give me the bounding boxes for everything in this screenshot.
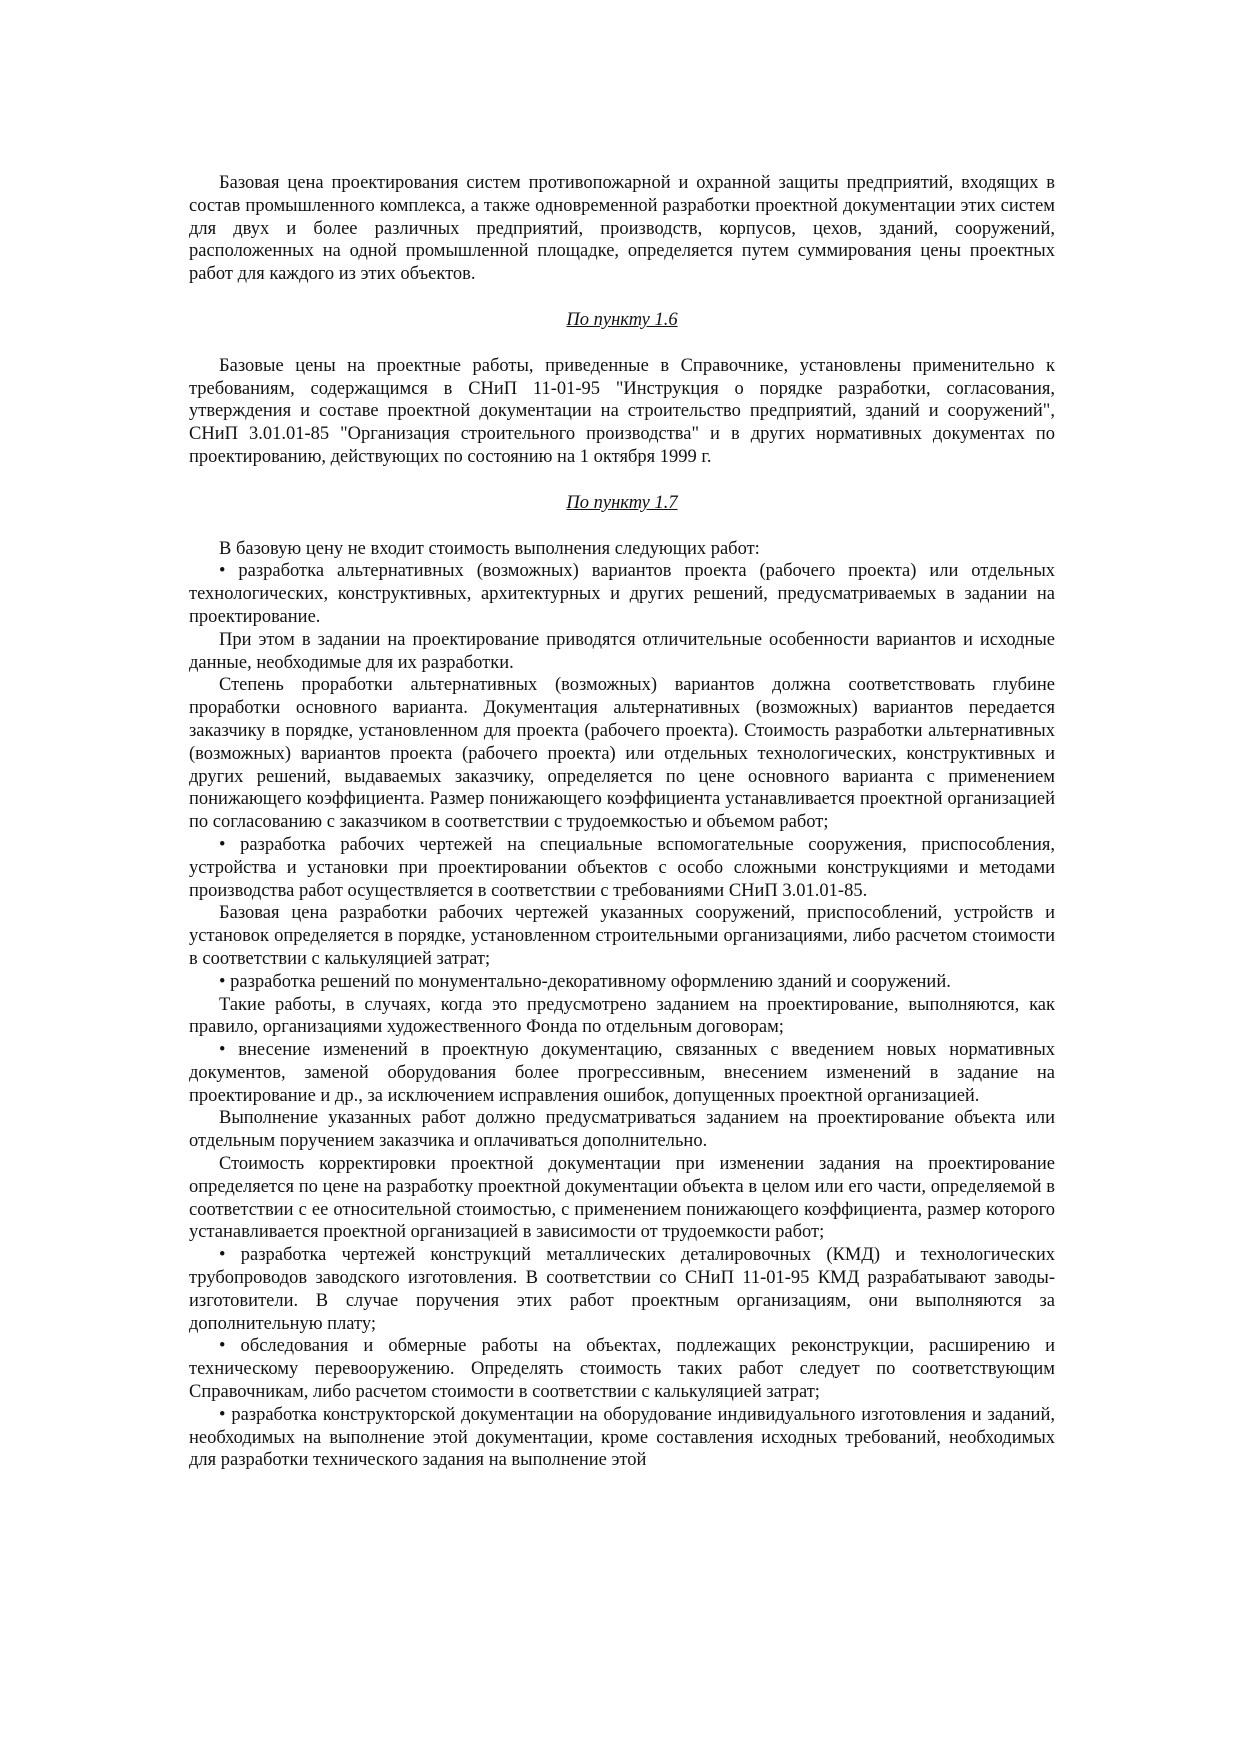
section-1-7-paragraph: • разработка чертежей конструкций металлических деталировочных (КМД) и технологических трубопроводов заводского изготовления. В соответствии со СНиП 11-01-95 КМД разрабатывают заводы-изготовители. В случае поручения этих работ проектным организациям, они выполняются за дополнительную плату; [189, 1245, 1055, 1334]
section-1-7-paragraph: Такие работы, в случаях, когда это предусмотрено заданием на проектирование, выполняются, как правило, организациями художественного Фонда по отдельным договорам; [189, 994, 1055, 1038]
document-page [189, 172, 1055, 1472]
section-1-7-paragraph: • разработка рабочих чертежей на специальные вспомогательные сооружения, приспособления, устройства и установки при проектировании объектов с особо сложными конструкциями и методами производства работ осуществляется в соответствии с требованиями СНиП 3.01.01-85. [189, 834, 1055, 901]
section-1-7-paragraph: Степень проработки альтернативных (возможных) вариантов должна соответствовать глубине проработки основного варианта. Документация альтернативных (возможных) вариантов передается заказчику в порядке, установленном для проекта (рабочего проекта). Стоимость разработки альтернативных (возможных) вариантов проекта (рабочего проекта) или отдельных технологических, конструктивных и других решений, выдаваемых заказчику, определяется по цене основного варианта с применением понижающего коэффициента. Размер понижающего коэффициента устанавливается проектной организацией по согласованию с заказчиком в соответствии с трудоемкостью и объемом работ; [189, 675, 1055, 833]
section-1-7-paragraph: • обследования и обмерные работы на объектах, подлежащих реконструкции, расширению и техническому перевооружению. Определять стоимость таких работ следует по соответствующим Справочникам, либо расчетом стоимости в соответствии с калькуляцией затрат; [189, 1336, 1055, 1403]
section-1-7-paragraph: • разработка конструкторской документации на оборудование индивидуального изготовления и заданий, необходимых на выполнение этой документации, кроме составления исходных требований, необходимых для разработки технического задания на выполнение этой [189, 1404, 1055, 1471]
section-1-7-paragraph: • разработка решений по монументально-декоративному оформлению зданий и сооружений. [219, 971, 951, 992]
section-1-7-body [189, 538, 1055, 1473]
section-1-7-paragraph: • разработка альтернативных (возможных) вариантов проекта (рабочего проекта) или отдельных технологических, конструктивных, архитектурных и других решений, предусматриваемых в задании на проектирование. [189, 561, 1055, 627]
section-1-7-paragraph: Выполнение указанных работ должно предусматриваться заданием на проектирование объекта или отдельным поручением заказчика и оплачиваться дополнительно. [189, 1108, 1055, 1152]
section-1-7-paragraph: Базовая цена разработки рабочих чертежей указанных сооружений, приспособлений, устройств и установок определяется в порядке, установленном строительными организациями, либо расчетом стоимости в соответствии с калькуляцией затрат; [189, 903, 1055, 969]
section-1-7-paragraph: • внесение изменений в проектную документацию, связанных с введением новых нормативных документов, заменой оборудования более прогрессивным, внесением изменений в задание на проектирование и др., за исключением исправления ошибок, допущенных проектной организацией. [189, 1040, 1055, 1106]
intro-paragraph: Базовая цена проектирования систем противопожарной и охранной защиты предприятий, входящих в состав промышленного комплекса, а также одновременной разработки проектной документации этих систем для двух и более различных предприятий, производств, корпусов, цехов, зданий, сооружений, расположенных на одной промышленной площадке, определяется путем суммирования цены проектных работ для каждого из этих объектов. [189, 173, 1055, 285]
section-1-7-paragraph: В базовую цену не входит стоимость выполнения следующих работ: [219, 538, 760, 559]
section-heading-1-6: По пункту 1.6 [566, 309, 678, 330]
section-heading-1-7: По пункту 1.7 [566, 492, 678, 513]
section-1-7-paragraph: При этом в задании на проектирование приводятся отличительные особенности вариантов и исходные данные, необходимые для их разработки. [189, 629, 1055, 673]
section-1-6-paragraph: Базовые цены на проектные работы, приведенные в Справочнике, установлены применительно к требованиям, содержащимся в СНиП 11-01-95 "Инструкция о порядке разработки, согласования, утверждения и составе проектной документации на строительство предприятий, зданий и сооружений", СНиП 3.01.01-85 "Организация строительного производства" и в других нормативных документах по проектированию, действующих по состоянию на 1 октября 1999 г. [189, 355, 1055, 467]
section-1-7-paragraph: Стоимость корректировки проектной документации при изменении задания на проектирование определяется по цене на разработку проектной документации объекта в целом или его части, определяемой в соответствии с ее относительной стоимостью, с применением понижающего коэффициента, размер которого устанавливается проектной организацией в зависимости от трудоемкости работ; [189, 1154, 1055, 1243]
